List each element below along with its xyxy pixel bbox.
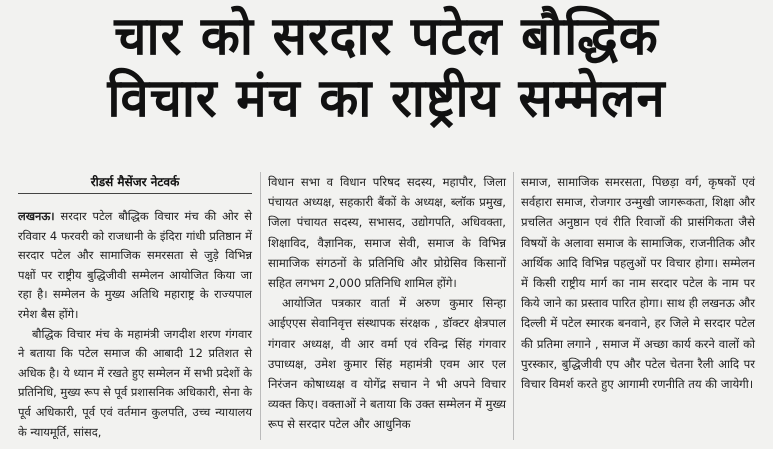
article-paragraph: समाज, सामाजिक समरसता, पिछड़ा वर्ग, कृषकों एवं सर्वहारा समाज, रोजगार उन्मुखी जागरूकता, शिक्षा और प्रचलित अनुष्ठान एवं रीति रिवाजों की प्रासंगिकता जैसे विषयों के अलावा समाज के सामाजिक, राजनीतिक और आर्थिक आदि विभिन्न पहलुओं पर विचार होगा। सम्मेलन में किसी राष्ट्रीय मार्ग का नाम सरदार पटेल के नाम पर किये जाने का प्रस्ताव पारित होगा। साथ ही लखनऊ और दिल्ली में पटेल स्मारक बनवाने, हर जिले मे सरदार पटेल की प्रतिमा लगाने , समाज में अच्छा कार्य करने वालों को पुरस्कार, बुद्धिजीवी एप और पटेल चेतना रैली आदि पर विचार विमर्श करते हुए आगामी रणनीति तय की जायेगी। [521,175,755,392]
article-column-2 [268,172,506,435]
headline-line-1: चार को सरदार पटेल बौद्धिक [114,6,659,67]
headline [0,6,773,130]
article-paragraph [18,207,252,325]
article-paragraph: आयोजित पत्रकार वार्ता में अरुण कुमार सिन्हा आईएएस सेवानिवृत्त संस्थापक संरक्षक , डॉक्टर क्षेत्रपाल गंगवार अध्यक्ष, वी आर वर्मा एवं रविन्द्र सिंह गंगवार उपाध्यक्ष, उमेश कुमार सिंह महामंत्री एवम आर एल निरंजन कोषाध्यक्ष व योगेंद्र सचान ने भी अपने विचार व्यक्त किए। वक्ताओं ने बताया कि उक्त सम्मेलन में मुख्य रूप से सरदार पटेल और आधुनिक [268,296,506,432]
article-paragraph: बौद्धिक विचार मंच के महामंत्री जगदीश शरण गंगवार ने बताया कि पटेल समाज की आबादी 12 प्रतिशत से अधिक है। ये ध्यान में रखते हुए सम्मेलन में सभी प्रदेशों के प्रतिनिधि, मुख्य रूप से पूर्व प्रशासनिक अधिकारी, सेना के पूर्व अधिकारी, पूर्व एवं वर्तमान कुलपति, उच्च न्यायालय के न्यायमूर्ति, सांसद, [18,326,252,439]
column-divider [513,172,514,440]
article-column-1 [18,207,252,442]
byline: रीडर्स मैसेंजर नेटवर्क [90,175,180,189]
headline-line-2: विचार मंच का राष्ट्रीय सम्मेलन [107,68,666,129]
dateline: लखनऊ। [18,209,55,223]
paragraph-text: सरदार पटेल बौद्धिक विचार मंच की ओर से रविवार 4 फरवरी को राजधानी के इंदिरा गांधी प्रतिष्ठान में सरदार पटेल और सामाजिक समरसता से जुड़े विभिन्न पक्षों पर राष्ट्रीय बुद्धिजीवी सम्मेलन आयोजित किया जा रहा है। सम्मेलन के मुख्य अतिथि महाराष्ट्र के राज्यपाल रमेश बैस होंगे। [18,209,252,322]
byline-divider [18,193,252,194]
article-column-3 [521,172,755,394]
column-divider [260,172,261,440]
article-paragraph: विधान सभा व विधान परिषद सदस्य, महापौर, जिला पंचायत अध्यक्ष, सहकारी बैंकों के अध्यक्ष, ब्लॉक प्रमुख, जिला पंचायत सदस्य, सभासद, उद्योगपति, अधिवक्ता, शिक्षाविद, वैज्ञानिक, समाज सेवी, समाज के विभिन्न सामाजिक संगठनों के प्रतिनिधि और प्रोग्रेसिव किसानों सहित लगभग 2,000 प्रतिनिधि शामिल होंगे। [268,175,506,291]
